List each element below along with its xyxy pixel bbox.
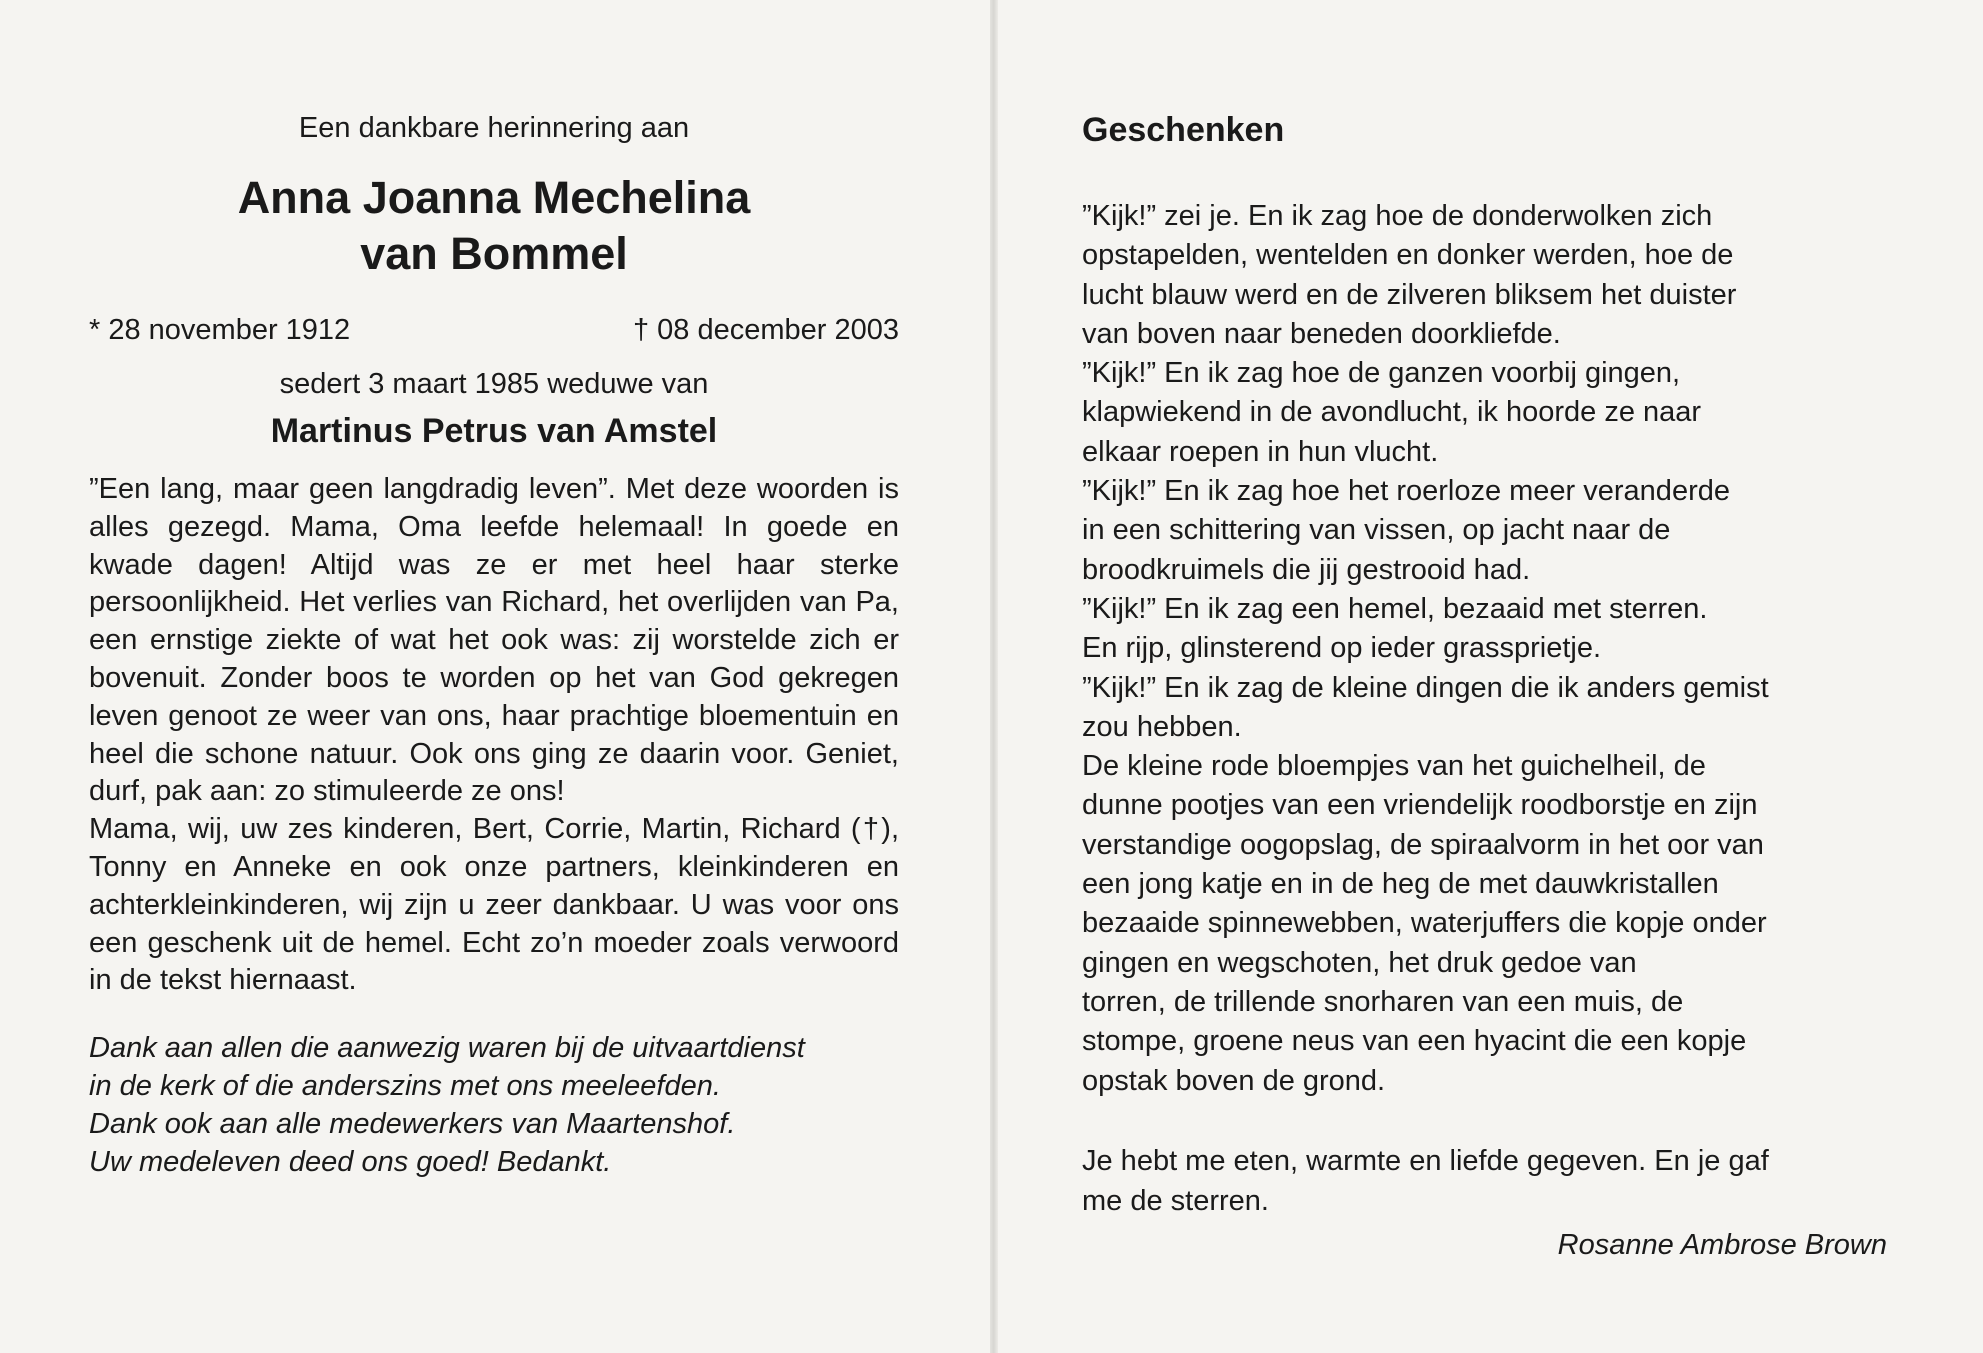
poem-line: torren, de trillende snorharen van een muis, de	[1082, 985, 1684, 1018]
poem-line: dunne pootjes van een vriendelijk roodborstje en zijn	[1082, 789, 1758, 822]
closing-line: me de sterren.	[1082, 1184, 1269, 1217]
spouse-name: Martinus Petrus van Amstel	[270, 412, 718, 450]
poem-body	[1082, 197, 1902, 1101]
tribute-paragraph-2: Mama, wij, uw zes kinderen, Bert, Corrie, Martin, Richard (†), Tonny en Anneke en ook onze partners, kleinkinderen en achterkleinkinderen, wij zijn u zeer dankbaar. U was voor ons een geschenk uit de hemel. Echt zo’n moeder zoals verwoord in de tekst hiernaast.	[89, 813, 899, 997]
poem-line: een jong katje en in de heg de met dauwkristallen	[1082, 868, 1719, 901]
deceased-name-line1: Anna Joanna Mechelina	[237, 172, 751, 223]
intro-line: Een dankbare herinnering aan	[298, 112, 690, 144]
poem-line: zou hebben.	[1082, 710, 1242, 743]
thanks-line: Dank aan allen die aanwezig waren bij de uitvaartdienst	[89, 1032, 805, 1065]
deceased-name	[89, 170, 899, 282]
tribute-text	[89, 471, 899, 1000]
widow-line: sedert 3 maart 1985 weduwe van	[279, 368, 709, 400]
card-fold	[990, 0, 998, 1353]
thanks-line: Uw medeleven deed ons goed! Bedankt.	[89, 1145, 612, 1178]
poem-line: En rijp, glinsterend op ieder grassprietje.	[1082, 632, 1602, 665]
poem-line: in een schittering van vissen, op jacht naar de	[1082, 514, 1671, 547]
poem-line: De kleine rode bloempjes van het guichelheil, de	[1082, 750, 1706, 783]
birth-date: * 28 november 1912	[89, 314, 351, 346]
poem-line: van boven naar beneden doorkliefde.	[1082, 317, 1561, 350]
poem-line: broodkruimels die jij gestrooid had.	[1082, 553, 1531, 586]
poem-closing	[1082, 1141, 1902, 1221]
poem-column	[1082, 108, 1902, 1265]
poem-line: opstak boven de grond.	[1082, 1064, 1386, 1097]
poem-line: klapwiekend in de avondlucht, ik hoorde ze naar	[1082, 396, 1702, 429]
thanks-line: in de kerk of die anderszins met ons meeleefden.	[89, 1069, 721, 1102]
poem-line: bezaaide spinnewebben, waterjuffers die kopje onder	[1082, 907, 1767, 940]
deceased-name-line2: van Bommel	[360, 228, 628, 279]
poem-line: gingen en wegschoten, het druk gedoe van	[1082, 946, 1637, 979]
poem-line: ”Kijk!” zei je. En ik zag hoe de donderwolken zich	[1082, 200, 1713, 232]
poem-line: stompe, groene neus van een hyacint die een kopje	[1082, 1025, 1747, 1058]
poem-line: elkaar roepen in hun vlucht.	[1082, 435, 1439, 468]
closing-line: Je hebt me eten, warmte en liefde gegeven. En je gaf	[1082, 1144, 1769, 1177]
death-date: † 08 december 2003	[632, 314, 899, 346]
poem-line: lucht blauw werd en de zilveren bliksem het duister	[1082, 278, 1737, 311]
poem-author: Rosanne Ambrose Brown	[1557, 1228, 1887, 1261]
memorial-column	[89, 108, 899, 1181]
poem-title: Geschenken	[1082, 111, 1285, 149]
tribute-paragraph-1: ”Een lang, maar geen langdradig leven”. Met deze woorden is alles gezegd. Mama, Oma leefde helemaal! In goede en kwade dagen! Altijd was ze er met heel haar sterke persoonlijkheid. Het verlies van Richard, het overlijden van Pa, een ernstige ziekte of wat het ook was: zij worstelde zich er bovenuit. Zonder boos te worden op het van God gekregen leven genoot ze weer van ons, haar prachtige bloementuin en heel die schone natuur. Ook ons ging ze daarin voor. Geniet, durf, pak aan: zo stimuleerde ze ons!	[89, 473, 899, 808]
thanks-line: Dank ook aan alle medewerkers van Maartenshof.	[89, 1107, 736, 1140]
thanks-block	[89, 1030, 899, 1181]
poem-line: verstandige oogopslag, de spiraalvorm in het oor van	[1082, 828, 1764, 861]
poem-line: ”Kijk!” En ik zag hoe het roerloze meer veranderde	[1082, 475, 1730, 508]
poem-line: ”Kijk!” En ik zag een hemel, bezaaid met sterren.	[1082, 592, 1708, 625]
poem-line: ”Kijk!” En ik zag hoe de ganzen voorbij gingen,	[1082, 357, 1681, 390]
poem-line: opstapelden, wentelden en donker werden, hoe de	[1082, 239, 1734, 272]
poem-line: ”Kijk!” En ik zag de kleine dingen die ik anders gemist	[1082, 671, 1769, 704]
life-dates	[89, 311, 899, 349]
